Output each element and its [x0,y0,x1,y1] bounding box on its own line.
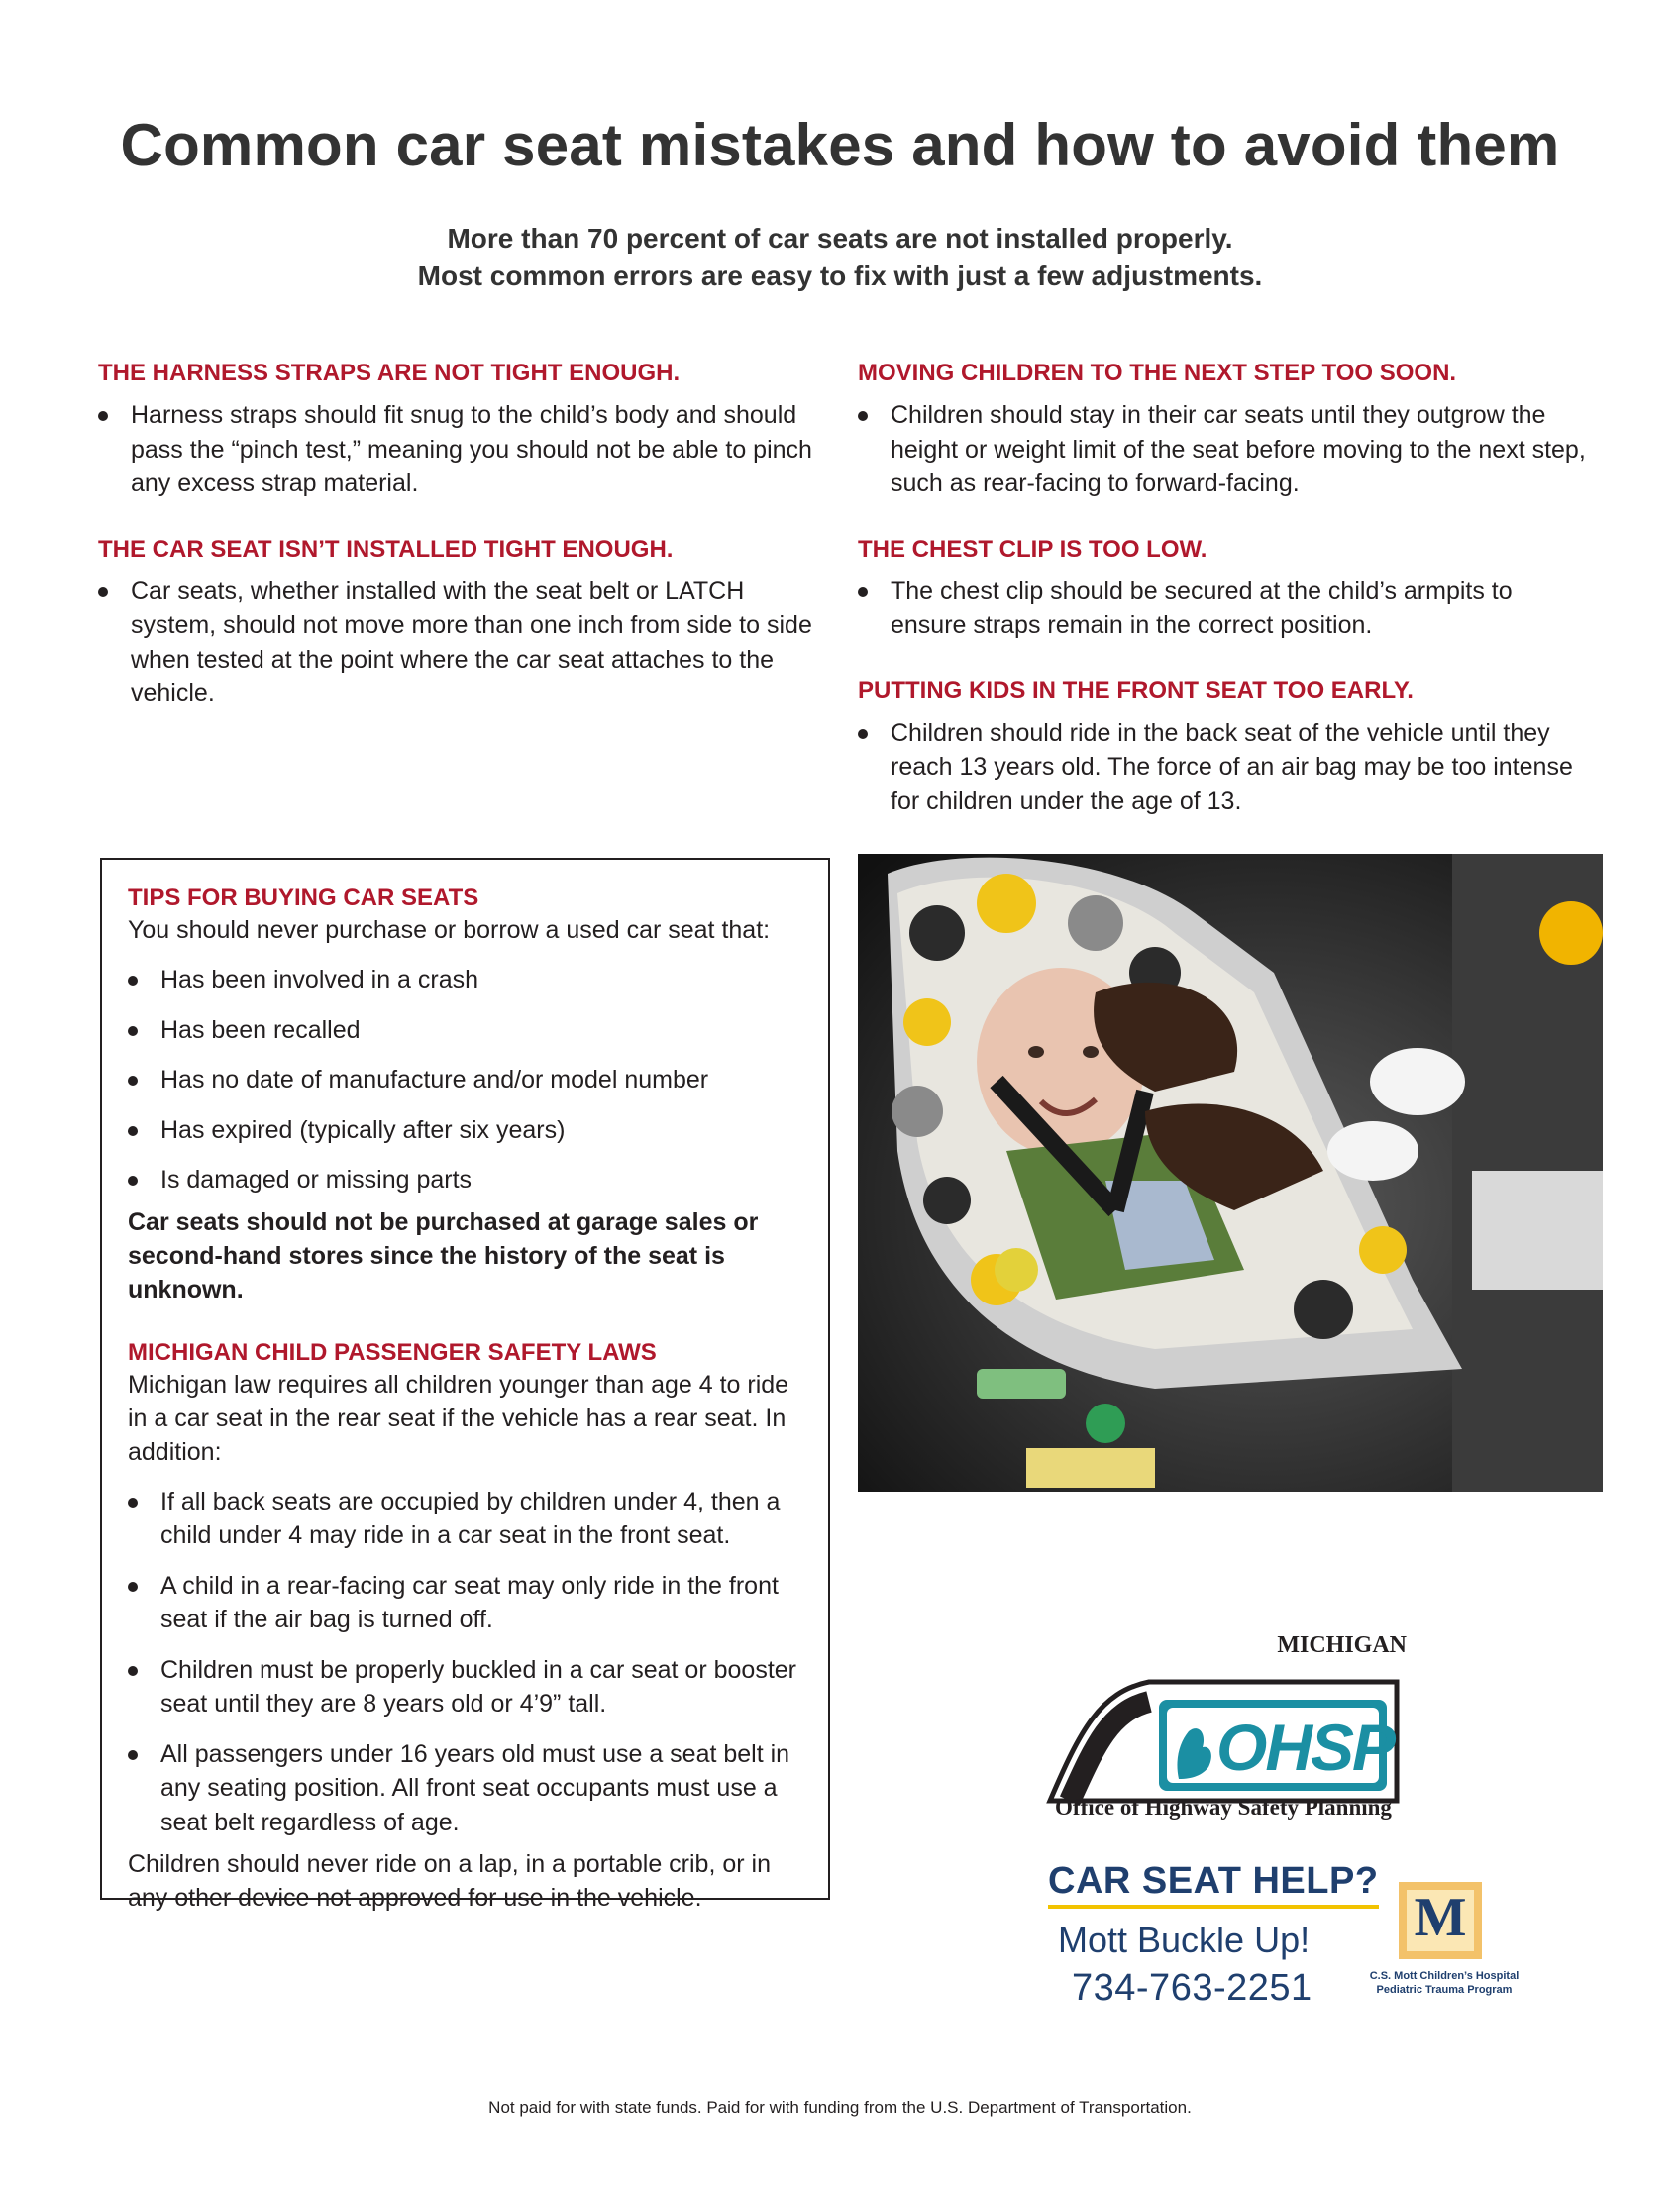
bullet-list [98,398,829,501]
bullet-item: All passengers under 16 years old must use a seat belt in any seating position. All front seat occupants must use a seat belt regardless of age. [128,1737,802,1840]
car-seat-help-box [1040,1852,1545,2021]
bullet-item: A child in a rear-facing car seat may only ride in the front seat if the air bag is turned off. [128,1569,802,1637]
tips-intro: You should never purchase or borrow a used car seat that: [128,916,771,944]
bullet-item: Is damaged or missing parts [128,1163,802,1198]
page-title: Common car seat mistakes and how to avoid them [120,112,1560,178]
section-next-step [858,359,1591,501]
footer-disclaimer: Not paid for with state funds. Paid for with funding from the U.S. Department of Transportation. [488,2098,1192,2117]
bullet-item: Car seats, whether installed with the seat belt or LATCH system, should not move more than one inch from side to side when tested at the point where the car seat attaches to the vehicle. [98,574,829,711]
bullet-item: Children should ride in the back seat of the vehicle until they reach 13 years old. The force of an air bag may be too intense for children under the age of 13. [858,716,1591,819]
help-program-name: Mott Buckle Up! [1058,1920,1311,1960]
mott-caption-line-2: Pediatric Trauma Program [1376,1984,1513,1996]
left-column [98,359,829,745]
section-heading: THE CAR SEAT ISN’T INSTALLED TIGHT ENOUGH. [98,535,674,563]
mott-logo-letter: M [1414,1887,1467,1948]
bullet-list [858,716,1591,819]
section-chest-clip [858,535,1591,643]
laws-intro: Michigan law requires all children younger than age 4 to ride in a car seat in the rear seat if the vehicle has a rear seat. In addition: [128,1370,789,1466]
bullet-item: Has been involved in a crash [128,963,802,997]
bullet-item: Children must be properly buckled in a car seat or booster seat until they are 8 years old or 4’9” tall. [128,1653,802,1721]
laws-closing: Children should never ride on a lap, in a portable crib, or in any other device not approved for use in the vehicle. [128,1850,771,1912]
tips-heading: TIPS FOR BUYING CAR SEATS [128,885,479,911]
tips-box [100,858,830,1912]
section-front-seat [858,677,1591,819]
bullet-item: Has been recalled [128,1013,802,1048]
bullet-list [858,574,1591,643]
laws-bullet-list [128,1485,802,1840]
bullet-item: Has expired (typically after six years) [128,1113,802,1148]
bullet-item: Harness straps should fit snug to the child’s body and should pass the “pinch test,” meaning you should not be able to pinch any excess strap material. [98,398,829,501]
subtitle-line-2: Most common errors are easy to fix with just a few adjustments. [417,260,1263,291]
section-heading: THE CHEST CLIP IS TOO LOW. [858,535,1208,563]
mott-caption-line-1: C.S. Mott Children’s Hospital [1369,1970,1520,1982]
right-column [858,359,1591,852]
baby-car-seat-photo [858,854,1603,1492]
ohsp-acronym: OHSP [1216,1711,1395,1784]
subtitle-line-1: More than 70 percent of car seats are not installed properly. [447,223,1233,254]
tips-warning-note: Car seats should not be purchased at garage sales or second-hand stores since the history of the seat is unknown. [128,1207,759,1303]
bullet-item: If all back seats are occupied by children under 4, then a child under 4 may ride in a car seat in the front seat. [128,1485,802,1553]
tips-bullet-list [128,963,802,1198]
ohsp-state-label: MICHIGAN [1277,1632,1407,1658]
bullet-list [858,398,1591,501]
section-heading: MOVING CHILDREN TO THE NEXT STEP TOO SOON. [858,360,1457,386]
bullet-item: The chest clip should be secured at the child’s armpits to ensure straps remain in the correct position. [858,574,1591,643]
mott-caption [1355,1969,1533,1997]
help-phone-number[interactable]: 734-763-2251 [1072,1967,1312,2009]
bullet-list [98,574,829,711]
ohsp-caption: Office of Highway Safety Planning [1055,1795,1392,1820]
laws-heading: MICHIGAN CHILD PASSENGER SAFETY LAWS [128,1338,657,1366]
bullet-item: Has no date of manufacture and/or model number [128,1063,802,1097]
section-harness-straps [98,359,829,501]
mott-block-logo [1399,1882,1482,1959]
section-car-seat-installed [98,535,829,711]
help-title: CAR SEAT HELP? [1048,1860,1379,1909]
page-subtitle [0,220,1680,295]
bullet-item: Children should stay in their car seats until they outgrow the height or weight limit of the seat before moving to the next step, such as rear-facing to forward-facing. [858,398,1591,501]
ohsp-logo [1040,1632,1407,1830]
section-heading: THE HARNESS STRAPS ARE NOT TIGHT ENOUGH. [98,360,681,386]
section-heading: PUTTING KIDS IN THE FRONT SEAT TOO EARLY. [858,677,1414,704]
